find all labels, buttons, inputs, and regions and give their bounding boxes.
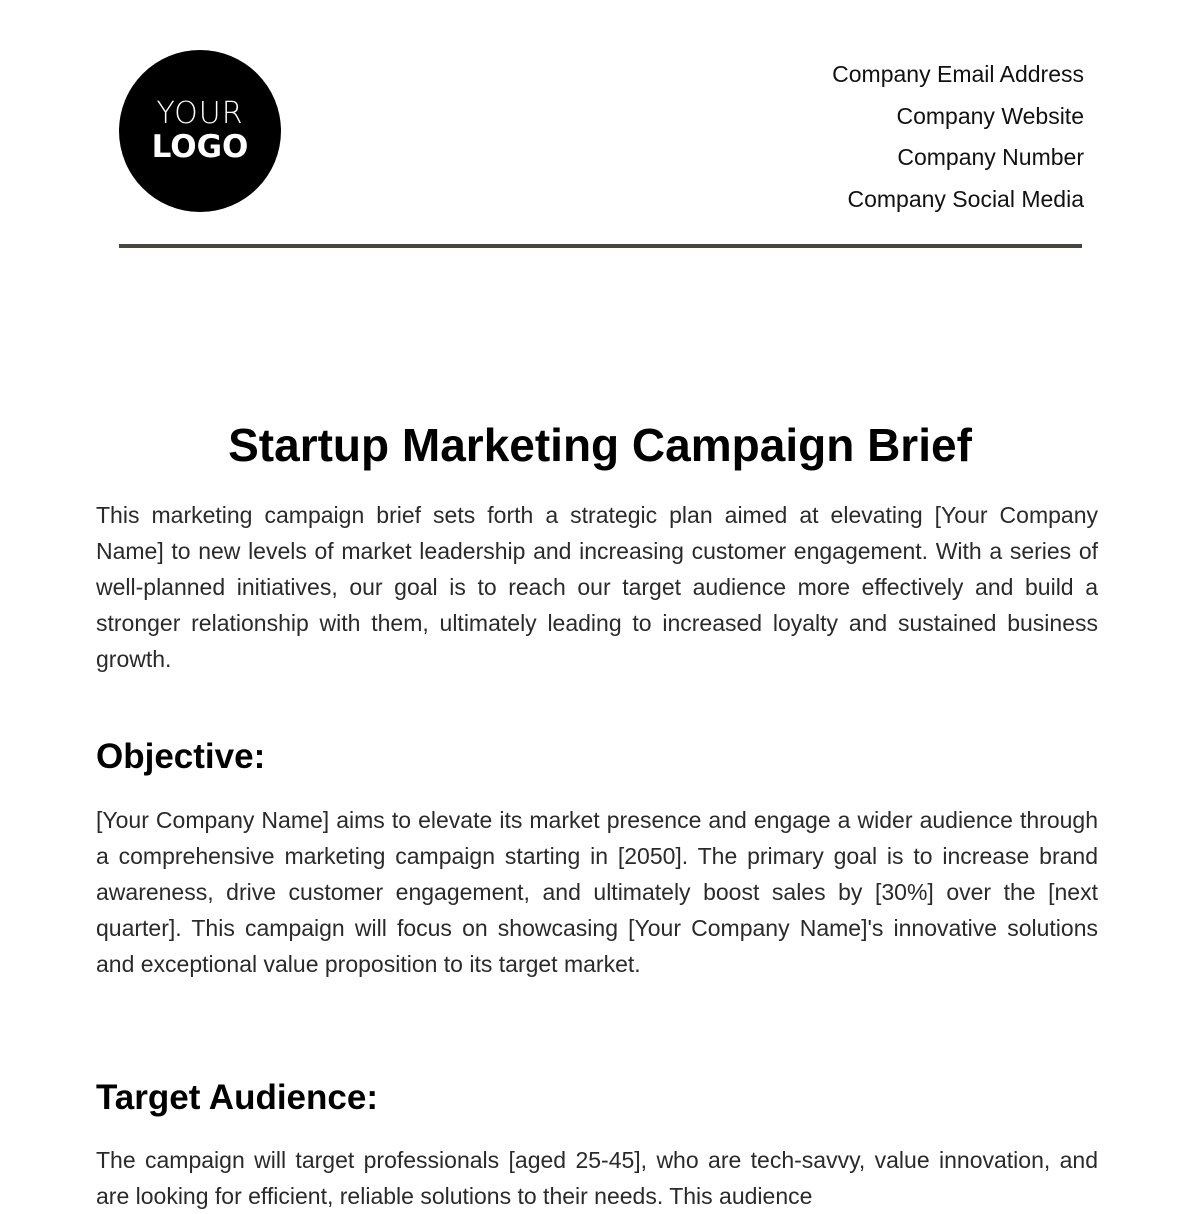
company-number: Company Number bbox=[897, 144, 1084, 170]
company-email: Company Email Address bbox=[832, 61, 1084, 87]
document-title: Startup Marketing Campaign Brief bbox=[228, 419, 972, 471]
target-audience-heading: Target Audience: bbox=[96, 1078, 378, 1117]
company-website: Company Website bbox=[896, 102, 1084, 129]
header-divider bbox=[119, 244, 1082, 248]
logo-line-your: YOUR bbox=[156, 96, 244, 131]
company-contact-block bbox=[832, 54, 1084, 220]
company-logo bbox=[119, 50, 281, 212]
company-social-media: Company Social Media bbox=[847, 185, 1084, 212]
target-audience-paragraph: The campaign will target professionals [aged 25-45], who are tech-savvy, value innovation, and are looking for efficient, reliable solutions to their needs. This audience bbox=[96, 1147, 1098, 1209]
objective-heading: Objective: bbox=[96, 737, 266, 776]
logo-line-logo: LOGO bbox=[151, 129, 249, 165]
objective-paragraph: [Your Company Name] aims to elevate its market presence and engage a wider audience through a comprehensive marketing campaign starting in [2050]. The primary goal is to increase brand awareness, drive customer engagement, and ultimately boost sales by [30%] over the [next quarter]. This campaign will focus on showcasing [Your Company Name]'s innovative solutions and exceptional value proposition to its target market. bbox=[96, 807, 1098, 977]
intro-paragraph: This marketing campaign brief sets forth a strategic plan aimed at elevating [Your Company Name] to new levels of market leadership and increasing customer engagement. With a series of well-planned initiatives, our goal is to reach our target audience more effectively and build a stronger relationship with them, ultimately leading to increased loyalty and sustained business growth. bbox=[96, 502, 1098, 672]
